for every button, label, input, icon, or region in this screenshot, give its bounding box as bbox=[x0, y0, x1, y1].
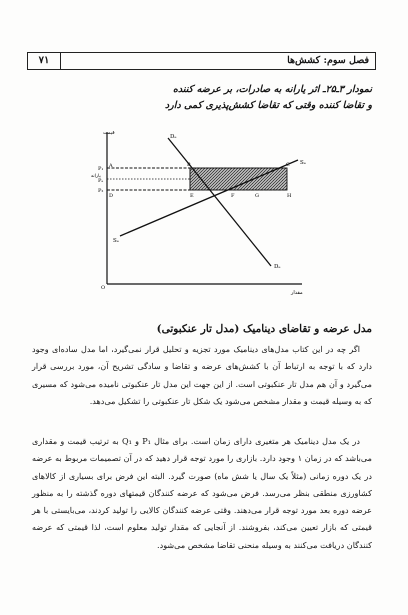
x-axis-label: مقدار bbox=[291, 290, 303, 296]
supply-top-label: Sₑ bbox=[300, 160, 306, 166]
point-b-label: B bbox=[187, 162, 191, 168]
point-c-label: C bbox=[286, 162, 290, 168]
page-number: ۷۱ bbox=[28, 53, 61, 69]
section-title: مدل عرضه و تقاضای دینامیک (مدل تار عنکبوتی) bbox=[156, 323, 372, 335]
figure-caption-line-1: نمودار ۳ـ۲۵ـ اثر یارانه به صادرات، بر عرضه کننده bbox=[172, 84, 372, 95]
supply-demand-figure bbox=[88, 126, 314, 302]
point-e-label: E bbox=[190, 193, 194, 199]
supply-bottom-label: Sₑ bbox=[113, 238, 119, 244]
p1-label: P₁ bbox=[98, 166, 104, 172]
y-axis-label: قیمت bbox=[103, 130, 115, 136]
point-g-label: G bbox=[255, 193, 259, 199]
paragraph-dynamic-model: در یک مدل دینامیک هر متغیری دارای زمان است. برای مثال P₁ و Q₁ به ترتیب قیمت و مقداری می‌باشد که در زمان ۱ وجود دارد. بازاری را مورد توجه قرار دهید که در آن تصمیمات مربوط به عرضه در یک دوره زمانی (مثلاً یک سال یا شش ماه) صورت گیرد. البته این فرض برای بسیاری از کالاهای کشاورزی منطقی بنظر می‌رسد. فرض می‌شود که عرضه کنندگان قیمتهای دوره گذشته را به منظور عرضه دوره بعد مورد توجه قرار می‌دهند. وقتی عرضه کنندگان کالایی را تولید کردند، می‌بایستی با هر قیمتی که بازار تعیین می‌کند، بفروشند. از آنجایی که مقدار تولید معلوم است، لذا قیمتی که عرضه کنندگان دریافت می‌کنند به وسیله منحنی تقاضا مشخص می‌شود. bbox=[32, 436, 372, 550]
demand-top-label: Dₑ bbox=[170, 134, 177, 140]
subsidy-label: یارانه bbox=[91, 174, 101, 179]
point-h-label: H bbox=[287, 193, 292, 199]
point-f-label: F bbox=[231, 193, 235, 199]
demand-bottom-label: Dₑ bbox=[274, 264, 281, 270]
pe-label: Pₑ bbox=[98, 178, 104, 184]
paragraph-intro: اگر چه در این کتاب مدل‌های دینامیک مورد تجزیه و تحلیل قرار نمی‌گیرد، اما مدل ساده‌ای وجود دارد که با توجه به ارتباط آن با کشش‌های عرضه و تقاضا و سادگی تشریح آن، مورد بررسی قرار می‌گیرد و آن هم مدل تار عنکبوتی است. از این جهت این مدل تار عنکبوتی نامیده می‌شود که مسیری که به وسیله قیمت و مقدار مشخص می‌شود یک شکل تار عنکبوتی را تشکیل می‌دهد. bbox=[32, 344, 372, 406]
demand-curve bbox=[168, 138, 271, 266]
point-a-label: A bbox=[109, 163, 113, 169]
point-d-label: D bbox=[109, 193, 114, 199]
chapter-title: فصل سوم: کشش‌ها bbox=[287, 55, 369, 66]
p2-label: P₂ bbox=[98, 188, 104, 194]
origin-label: O bbox=[101, 285, 106, 291]
figure-svg bbox=[88, 126, 314, 302]
figure-caption-line-2: و تقاضا کننده وقتی که تقاضا کشش‌پذیری کمی دارد bbox=[164, 100, 372, 111]
page-header bbox=[27, 52, 376, 70]
